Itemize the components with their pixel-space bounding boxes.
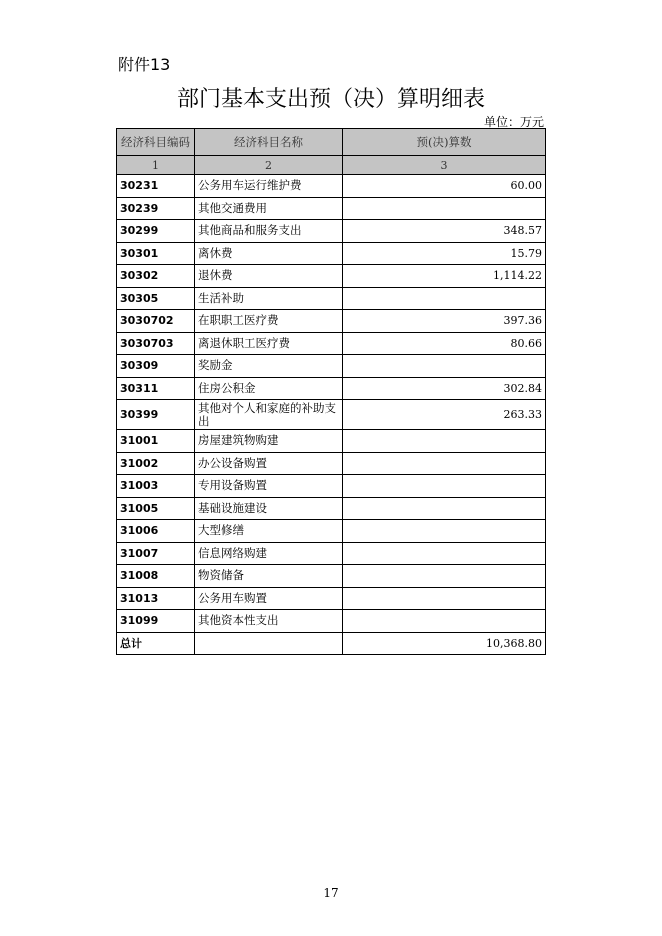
- row-name: 信息网络购建: [195, 542, 343, 565]
- row-code: 31007: [117, 542, 195, 565]
- row-amount: 15.79: [343, 242, 546, 265]
- row-amount: 1,114.22: [343, 265, 546, 288]
- row-code: 30305: [117, 287, 195, 310]
- row-amount: [343, 475, 546, 498]
- row-name: 在职职工医疗费: [195, 310, 343, 333]
- table-row: [117, 610, 546, 633]
- header-number-2: 2: [195, 156, 343, 175]
- budget-detail-table: [116, 128, 546, 655]
- row-name: 其他对个人和家庭的补助支出: [195, 400, 343, 430]
- row-code: 31006: [117, 520, 195, 543]
- row-code: 31008: [117, 565, 195, 588]
- row-name: 专用设备购置: [195, 475, 343, 498]
- row-name: 房屋建筑物购建: [195, 430, 343, 453]
- row-amount: [343, 430, 546, 453]
- row-name: 基础设施建设: [195, 497, 343, 520]
- row-name: 其他商品和服务支出: [195, 220, 343, 243]
- total-amount: 10,368.80: [343, 632, 546, 655]
- table-row: [117, 175, 546, 198]
- row-name: 离休费: [195, 242, 343, 265]
- row-code: 30299: [117, 220, 195, 243]
- header-name: 经济科目名称: [195, 129, 343, 156]
- header-code: 经济科目编码: [117, 129, 195, 156]
- row-code: 30301: [117, 242, 195, 265]
- table-row: [117, 265, 546, 288]
- total-label: 总计: [117, 632, 195, 655]
- table-row: [117, 542, 546, 565]
- row-code: 30311: [117, 377, 195, 400]
- table-row: [117, 475, 546, 498]
- row-code: 31001: [117, 430, 195, 453]
- row-name: 奖励金: [195, 355, 343, 378]
- row-code: 3030703: [117, 332, 195, 355]
- table-row: [117, 400, 546, 430]
- row-amount: [343, 587, 546, 610]
- table-row: [117, 565, 546, 588]
- row-amount: [343, 542, 546, 565]
- row-code: 30302: [117, 265, 195, 288]
- table-row: [117, 310, 546, 333]
- table-row: [117, 497, 546, 520]
- table-row: [117, 452, 546, 475]
- row-name: 办公设备购置: [195, 452, 343, 475]
- row-name: 住房公积金: [195, 377, 343, 400]
- row-code: 30309: [117, 355, 195, 378]
- row-amount: [343, 287, 546, 310]
- table-row: [117, 587, 546, 610]
- total-name: [195, 632, 343, 655]
- row-name: 物资储备: [195, 565, 343, 588]
- row-name: 离退休职工医疗费: [195, 332, 343, 355]
- row-amount: 60.00: [343, 175, 546, 198]
- row-name: 其他资本性支出: [195, 610, 343, 633]
- row-code: 31013: [117, 587, 195, 610]
- table-row: [117, 430, 546, 453]
- table-row: [117, 377, 546, 400]
- table-row: [117, 332, 546, 355]
- row-amount: [343, 452, 546, 475]
- row-amount: [343, 355, 546, 378]
- row-name: 退休费: [195, 265, 343, 288]
- attachment-label: 附件13: [118, 55, 171, 74]
- unit-label: 单位：万元: [483, 115, 544, 129]
- row-code: 31002: [117, 452, 195, 475]
- row-code: 31099: [117, 610, 195, 633]
- table-row: [117, 520, 546, 543]
- row-code: 30231: [117, 175, 195, 198]
- table-row: [117, 220, 546, 243]
- row-amount: 263.33: [343, 400, 546, 430]
- row-amount: 302.84: [343, 377, 546, 400]
- header-amount: 预(决)算数: [343, 129, 546, 156]
- page-title: 部门基本支出预（决）算明细表: [176, 87, 485, 112]
- row-amount: [343, 197, 546, 220]
- header-number-3: 3: [343, 156, 546, 175]
- row-code: 3030702: [117, 310, 195, 333]
- header-number-1: 1: [117, 156, 195, 175]
- row-name: 公务用车运行维护费: [195, 175, 343, 198]
- page-number: 17: [323, 886, 339, 900]
- row-amount: [343, 497, 546, 520]
- row-code: 31005: [117, 497, 195, 520]
- row-code: 31003: [117, 475, 195, 498]
- total-row: [117, 632, 546, 655]
- row-code: 30399: [117, 400, 195, 430]
- row-name: 大型修缮: [195, 520, 343, 543]
- row-name: 生活补助: [195, 287, 343, 310]
- table-row: [117, 242, 546, 265]
- table-row: [117, 355, 546, 378]
- row-amount: 397.36: [343, 310, 546, 333]
- row-name: 其他交通费用: [195, 197, 343, 220]
- table-row: [117, 197, 546, 220]
- row-name: 公务用车购置: [195, 587, 343, 610]
- table-row: [117, 287, 546, 310]
- row-amount: 80.66: [343, 332, 546, 355]
- row-amount: [343, 565, 546, 588]
- row-code: 30239: [117, 197, 195, 220]
- row-amount: [343, 520, 546, 543]
- row-amount: 348.57: [343, 220, 546, 243]
- row-amount: [343, 610, 546, 633]
